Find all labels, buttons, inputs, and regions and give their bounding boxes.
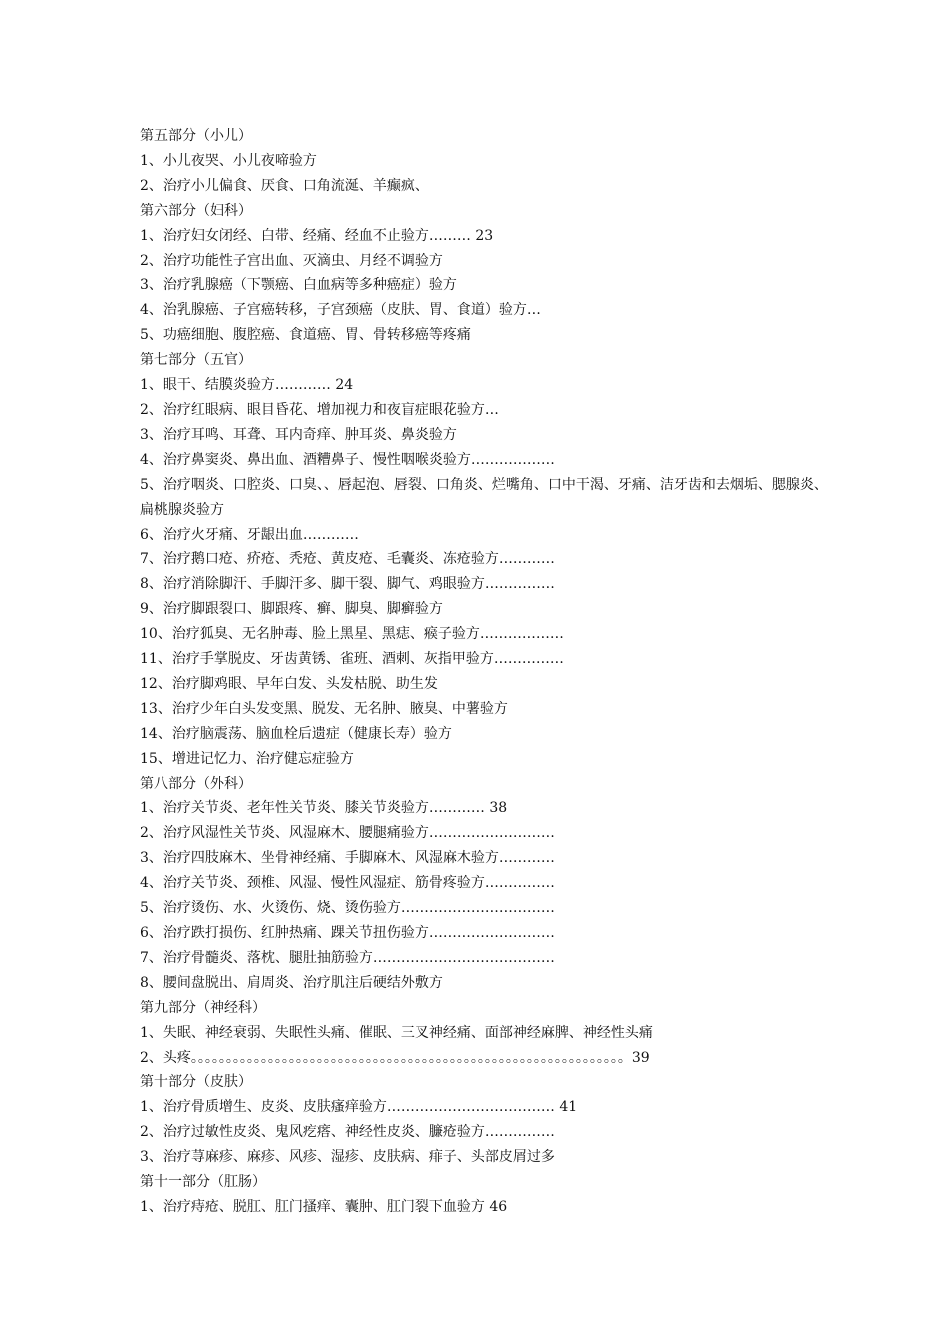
toc-entry: 3、治疗四肢麻木、坐骨神经痛、手脚麻木、风湿麻木验方…………: [140, 850, 555, 867]
toc-entry: 15、增进记忆力、治疗健忘症验方: [140, 750, 354, 767]
toc-entry: 3、治疗荨麻疹、麻疹、风疹、湿疹、皮肤病、痱子、头部皮屑过多: [140, 1149, 555, 1166]
toc-entry: 11、治疗手掌脱皮、牙齿黄锈、雀班、酒刺、灰指甲验方……………: [140, 651, 564, 668]
toc-entry: 2、治疗风湿性关节炎、风湿麻木、腰腿痛验方………………………: [140, 825, 555, 842]
toc-entry: 1、治疗妇女闭经、白带、经痛、经血不止验方……… 23: [140, 227, 494, 244]
toc-entry: 1、失眠、神经衰弱、失眠性头痛、催眠、三叉神经痛、面部神经麻脾、神经性头痛: [140, 1024, 653, 1041]
toc-entry: 9、治疗脚跟裂口、脚跟疼、癣、脚臭、脚癣验方: [140, 601, 443, 618]
section-heading: 第十一部分（肛肠）: [140, 1174, 266, 1191]
document-page: [140, 124, 830, 1220]
toc-entry: 8、腰间盘脱出、肩周炎、治疗肌注后硬结外敷方: [140, 974, 443, 991]
toc-entry: 2、头疼。。。。。。。。。。。。。。。。。。。。。。。。。。。。。。。。。。。。。。。。。。。。。。。。。。。。。。。。。。。。。。39: [140, 1049, 650, 1066]
section-heading: 第五部分（小儿）: [140, 128, 252, 144]
toc-entry: 3、治疗耳鸣、耳聋、耳内奇痒、肿耳炎、鼻炎验方: [140, 426, 457, 443]
toc-entry: 4、治疗鼻窦炎、鼻出血、酒糟鼻子、慢性咽喉炎验方………………: [140, 451, 555, 468]
toc-entry: 2、治疗小儿偏食、厌食、口角流涎、羊癫疯、: [140, 177, 429, 194]
toc-entry: 7、治疗鹅口疮、疥疮、秃疮、黄皮疮、毛囊炎、冻疮验方…………: [140, 551, 555, 568]
toc-entry: 13、治疗少年白头发变黑、脱发、无名肿、腋臭、中薯验方: [140, 700, 508, 717]
toc-entry: 6、治疗跌打损伤、红肿热痛、踝关节扭伤验方………………………: [140, 925, 555, 941]
toc-entry: 12、治疗脚鸡眼、早年白发、头发枯脱、助生发: [140, 675, 438, 692]
toc-entry: 5、治疗咽炎、口腔炎、口臭、、唇起泡、唇裂、口角炎、烂嘴角、口中干渴、牙痛、洁牙齿和去烟垢、腮腺炎、扁桃腺炎验方: [140, 476, 828, 518]
toc-entry: 1、治疗骨质增生、皮炎、皮肤瘙痒验方……………………………… 41: [140, 1099, 578, 1116]
toc-entry: 3、治疗乳腺癌（下颚癌、白血病等多种癌症）验方: [140, 277, 457, 294]
toc-entry: 1、治疗关节炎、老年性关节炎、膝关节炎验方………… 38: [140, 800, 508, 817]
toc-entry: 2、治疗红眼病、眼目昏花、增加视力和夜盲症眼花验方…: [140, 401, 499, 418]
toc-entry: 4、治疗关节炎、颈椎、风湿、慢性风湿症、筋骨疼验方……………: [140, 875, 555, 892]
toc-entry: 2、治疗过敏性皮炎、鬼风疙瘩、神经性皮炎、臁疮验方……………: [140, 1124, 555, 1141]
toc-entry: 1、治疗痔疮、脱肛、肛门搔痒、囊肿、肛门裂下血验方 46: [140, 1198, 508, 1215]
section-heading: 第九部分（神经科）: [140, 999, 266, 1016]
toc-entry: 2、治疗功能性子宫出血、灭滴虫、月经不调验方: [140, 252, 443, 269]
toc-entry: 1、小儿夜哭、小儿夜啼验方: [140, 152, 317, 169]
toc-entry: 5、治疗烫伤、水、火烫伤、烧、烫伤验方……………………………: [140, 900, 555, 917]
toc-entry: 5、功癌细胞、腹腔癌、食道癌、胃、骨转移癌等疼痛: [140, 327, 471, 344]
section-heading: 第十部分（皮肤）: [140, 1074, 252, 1091]
section-heading: 第八部分（外科）: [140, 775, 252, 792]
toc-entry: 6、治疗火牙痛、牙龈出血…………: [140, 526, 359, 543]
toc-entry: 14、治疗脑震荡、脑血栓后遗症（健康长寿）验方: [140, 725, 452, 742]
section-heading: 第七部分（五官）: [140, 352, 252, 369]
toc-entry: 7、治疗骨髓炎、落枕、腿肚抽筋验方…………………………………: [140, 949, 555, 966]
toc-entry: 10、治疗狐臭、无名肿毒、脸上黑星、黑痣、瘊子验方………………: [140, 626, 564, 643]
section-heading: 第六部分（妇科）: [140, 202, 252, 219]
toc-entry: 8、治疗消除脚汗、手脚汗多、脚干裂、脚气、鸡眼验方……………: [140, 576, 555, 593]
toc-entry: 1、眼干、结膜炎验方………… 24: [140, 377, 354, 394]
toc-entry: 4、治乳腺癌、子宫癌转移，子宫颈癌（皮肤、胃、食道）验方…: [140, 302, 541, 319]
